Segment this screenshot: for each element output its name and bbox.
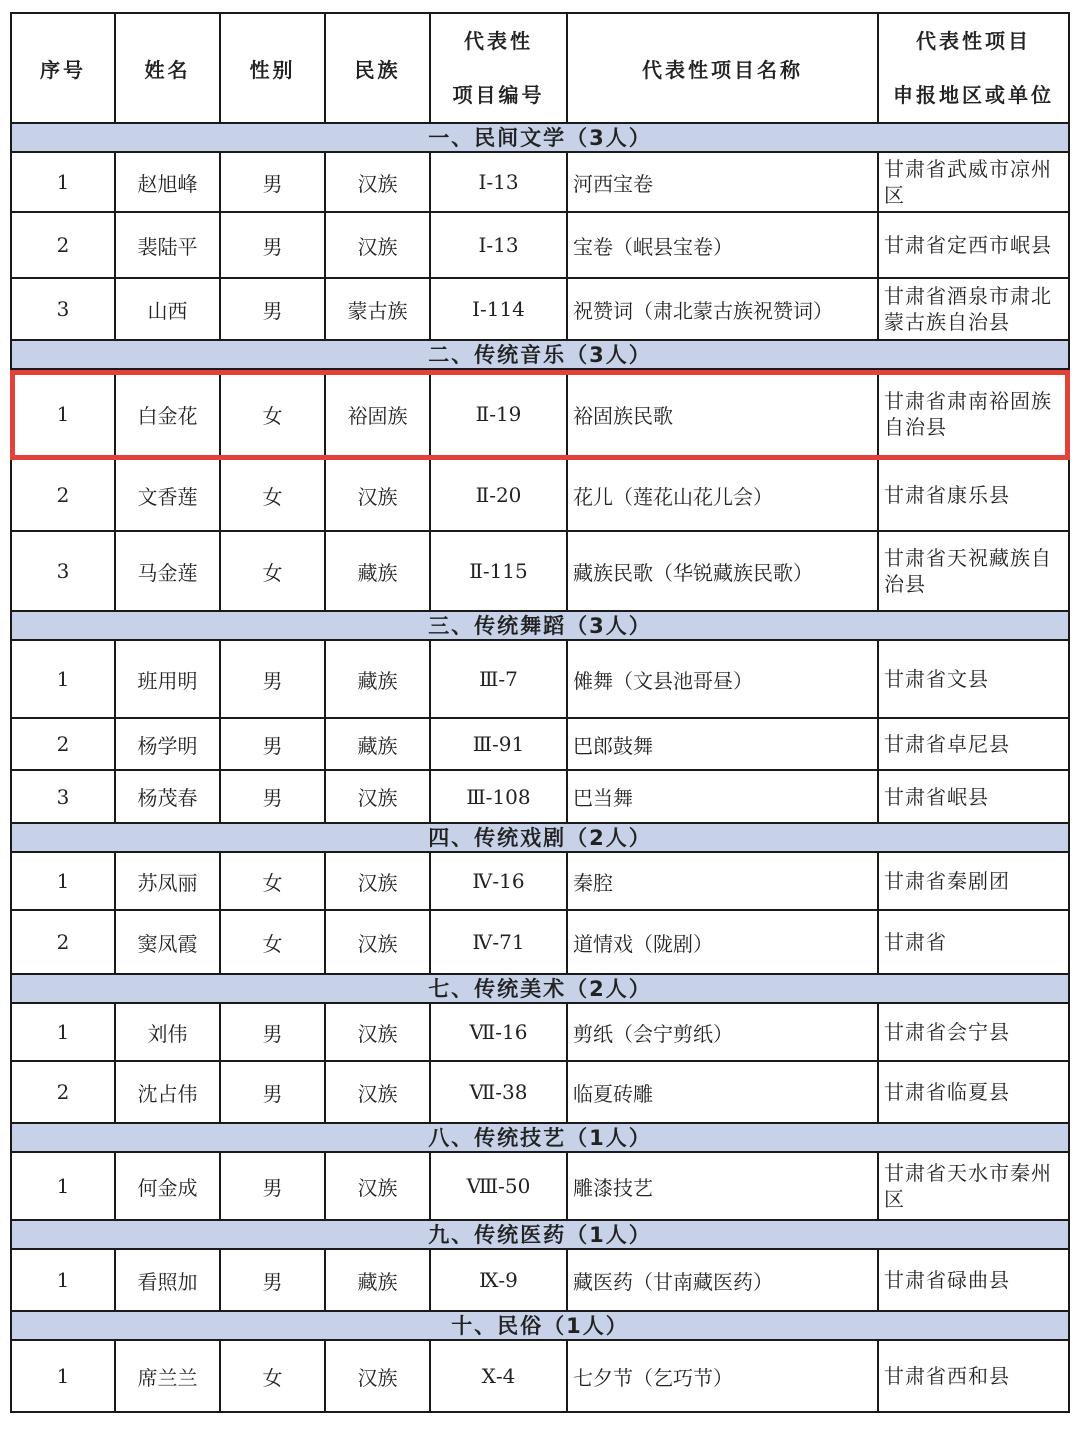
table-row (11, 531, 1069, 611)
ethnicity-cell: 藏族 (325, 1249, 430, 1311)
category-title: 九、传统医药（1人） (11, 1220, 1069, 1249)
name-cell: 何金成 (115, 1152, 220, 1220)
ethnicity-cell: 汉族 (325, 910, 430, 974)
document-page (10, 12, 1068, 1413)
seq-cell: 3 (11, 278, 115, 340)
region-cell: 甘肃省秦剧团 (878, 852, 1069, 910)
ethnicity-cell: 汉族 (325, 212, 430, 278)
code-cell: Ⅲ-91 (430, 718, 567, 770)
project-cell: 剪纸（会宁剪纸） (567, 1003, 878, 1061)
header-gender: 性别 (220, 13, 325, 123)
seq-cell: 1 (11, 1249, 115, 1311)
region-cell: 甘肃省武威市凉州区 (878, 152, 1069, 212)
table-row (11, 718, 1069, 770)
region-cell: 甘肃省会宁县 (878, 1003, 1069, 1061)
code-cell: Ⅹ-4 (430, 1340, 567, 1412)
table-row (11, 1249, 1069, 1311)
gender-cell: 女 (220, 369, 325, 459)
code-cell: Ⅸ-9 (430, 1249, 567, 1311)
seq-cell: 1 (11, 640, 115, 718)
category-row (11, 823, 1069, 852)
project-cell: 临夏砖雕 (567, 1061, 878, 1123)
ethnicity-cell: 汉族 (325, 1061, 430, 1123)
category-row (11, 974, 1069, 1003)
header-region (878, 13, 1069, 123)
code-cell: Ⅰ-114 (430, 278, 567, 340)
project-cell: 河西宝卷 (567, 152, 878, 212)
table-row (11, 1340, 1069, 1412)
name-cell: 刘伟 (115, 1003, 220, 1061)
seq-cell: 3 (11, 531, 115, 611)
name-cell: 山西 (115, 278, 220, 340)
region-cell: 甘肃省临夏县 (878, 1061, 1069, 1123)
gender-cell: 男 (220, 640, 325, 718)
header-name: 姓名 (115, 13, 220, 123)
name-cell: 班用明 (115, 640, 220, 718)
inheritors-table (10, 12, 1070, 1413)
region-cell: 甘肃省文县 (878, 640, 1069, 718)
ethnicity-cell: 汉族 (325, 852, 430, 910)
region-cell: 甘肃省酒泉市肃北蒙古族自治县 (878, 278, 1069, 340)
seq-cell: 2 (11, 459, 115, 531)
ethnicity-cell: 藏族 (325, 531, 430, 611)
gender-cell: 男 (220, 1061, 325, 1123)
table-row (11, 1003, 1069, 1061)
ethnicity-cell: 汉族 (325, 459, 430, 531)
project-cell: 藏医药（甘南藏医药） (567, 1249, 878, 1311)
ethnicity-cell: 裕固族 (325, 369, 430, 459)
gender-cell: 男 (220, 212, 325, 278)
seq-cell: 1 (11, 369, 115, 459)
name-cell: 杨茂春 (115, 770, 220, 823)
gender-cell: 男 (220, 770, 325, 823)
seq-cell: 1 (11, 1003, 115, 1061)
table-row (11, 1061, 1069, 1123)
header-region-line2: 申报地区或单位 (893, 83, 1054, 107)
table-body (11, 123, 1069, 1412)
gender-cell: 男 (220, 1249, 325, 1311)
code-cell: Ⅳ-16 (430, 852, 567, 910)
header-ethnicity: 民族 (325, 13, 430, 123)
project-cell: 巴郎鼓舞 (567, 718, 878, 770)
ethnicity-cell: 汉族 (325, 770, 430, 823)
ethnicity-cell: 汉族 (325, 152, 430, 212)
project-cell: 道情戏（陇剧） (567, 910, 878, 974)
code-cell: Ⅰ-13 (430, 212, 567, 278)
code-cell: Ⅶ-38 (430, 1061, 567, 1123)
code-cell: Ⅱ-20 (430, 459, 567, 531)
project-cell: 雕漆技艺 (567, 1152, 878, 1220)
table-row (11, 278, 1069, 340)
project-cell: 裕固族民歌 (567, 369, 878, 459)
gender-cell: 女 (220, 1340, 325, 1412)
code-cell: Ⅱ-19 (430, 369, 567, 459)
project-cell: 巴当舞 (567, 770, 878, 823)
code-cell: Ⅷ-50 (430, 1152, 567, 1220)
gender-cell: 女 (220, 531, 325, 611)
region-cell: 甘肃省天祝藏族自治县 (878, 531, 1069, 611)
seq-cell: 1 (11, 1340, 115, 1412)
table-row (11, 459, 1069, 531)
code-cell: Ⅳ-71 (430, 910, 567, 974)
header-project: 代表性项目名称 (567, 13, 878, 123)
gender-cell: 男 (220, 1003, 325, 1061)
seq-cell: 1 (11, 1152, 115, 1220)
project-cell: 傩舞（文县池哥昼） (567, 640, 878, 718)
table-row (11, 212, 1069, 278)
name-cell: 苏凤丽 (115, 852, 220, 910)
header-region-line1: 代表性项目 (916, 29, 1031, 53)
name-cell: 文香莲 (115, 459, 220, 531)
table-row (11, 770, 1069, 823)
name-cell: 沈占伟 (115, 1061, 220, 1123)
category-title: 二、传统音乐（3人） (11, 340, 1069, 369)
ethnicity-cell: 汉族 (325, 1152, 430, 1220)
gender-cell: 男 (220, 1152, 325, 1220)
name-cell: 席兰兰 (115, 1340, 220, 1412)
code-cell: Ⅱ-115 (430, 531, 567, 611)
region-cell: 甘肃省肃南裕固族自治县 (878, 369, 1069, 459)
category-title: 四、传统戏剧（2人） (11, 823, 1069, 852)
name-cell: 赵旭峰 (115, 152, 220, 212)
table-row (11, 369, 1069, 459)
header-code (430, 13, 567, 123)
ethnicity-cell: 蒙古族 (325, 278, 430, 340)
table-row (11, 152, 1069, 212)
region-cell: 甘肃省康乐县 (878, 459, 1069, 531)
region-cell: 甘肃省碌曲县 (878, 1249, 1069, 1311)
region-cell: 甘肃省 (878, 910, 1069, 974)
category-row (11, 1123, 1069, 1152)
region-cell: 甘肃省卓尼县 (878, 718, 1069, 770)
header-row (11, 13, 1069, 123)
header-code-line2: 项目编号 (452, 83, 545, 107)
gender-cell: 女 (220, 910, 325, 974)
name-cell: 看照加 (115, 1249, 220, 1311)
seq-cell: 1 (11, 852, 115, 910)
seq-cell: 3 (11, 770, 115, 823)
code-cell: Ⅲ-108 (430, 770, 567, 823)
code-cell: Ⅲ-7 (430, 640, 567, 718)
category-row (11, 123, 1069, 152)
gender-cell: 男 (220, 152, 325, 212)
category-row (11, 1311, 1069, 1340)
seq-cell: 2 (11, 718, 115, 770)
category-title: 七、传统美术（2人） (11, 974, 1069, 1003)
project-cell: 七夕节（乞巧节） (567, 1340, 878, 1412)
seq-cell: 1 (11, 152, 115, 212)
header-seq: 序号 (11, 13, 115, 123)
ethnicity-cell: 汉族 (325, 1003, 430, 1061)
name-cell: 裴陆平 (115, 212, 220, 278)
category-title: 一、民间文学（3人） (11, 123, 1069, 152)
project-cell: 花儿（莲花山花儿会） (567, 459, 878, 531)
seq-cell: 2 (11, 910, 115, 974)
code-cell: Ⅶ-16 (430, 1003, 567, 1061)
name-cell: 窦凤霞 (115, 910, 220, 974)
ethnicity-cell: 藏族 (325, 718, 430, 770)
code-cell: Ⅰ-13 (430, 152, 567, 212)
name-cell: 杨学明 (115, 718, 220, 770)
project-cell: 祝赞词（肃北蒙古族祝赞词） (567, 278, 878, 340)
table-row (11, 640, 1069, 718)
seq-cell: 2 (11, 1061, 115, 1123)
project-cell: 秦腔 (567, 852, 878, 910)
region-cell: 甘肃省岷县 (878, 770, 1069, 823)
table-row (11, 852, 1069, 910)
gender-cell: 男 (220, 718, 325, 770)
category-title: 八、传统技艺（1人） (11, 1123, 1069, 1152)
name-cell: 马金莲 (115, 531, 220, 611)
name-cell: 白金花 (115, 369, 220, 459)
region-cell: 甘肃省西和县 (878, 1340, 1069, 1412)
category-title: 三、传统舞蹈（3人） (11, 611, 1069, 640)
category-row (11, 611, 1069, 640)
gender-cell: 男 (220, 278, 325, 340)
project-cell: 藏族民歌（华锐藏族民歌） (567, 531, 878, 611)
project-cell: 宝卷（岷县宝卷） (567, 212, 878, 278)
category-row (11, 1220, 1069, 1249)
category-row (11, 340, 1069, 369)
seq-cell: 2 (11, 212, 115, 278)
region-cell: 甘肃省定西市岷县 (878, 212, 1069, 278)
gender-cell: 女 (220, 459, 325, 531)
category-title: 十、民俗（1人） (11, 1311, 1069, 1340)
table-row (11, 910, 1069, 974)
ethnicity-cell: 藏族 (325, 640, 430, 718)
table-row (11, 1152, 1069, 1220)
header-code-line1: 代表性 (464, 29, 533, 53)
gender-cell: 女 (220, 852, 325, 910)
ethnicity-cell: 汉族 (325, 1340, 430, 1412)
region-cell: 甘肃省天水市秦州区 (878, 1152, 1069, 1220)
